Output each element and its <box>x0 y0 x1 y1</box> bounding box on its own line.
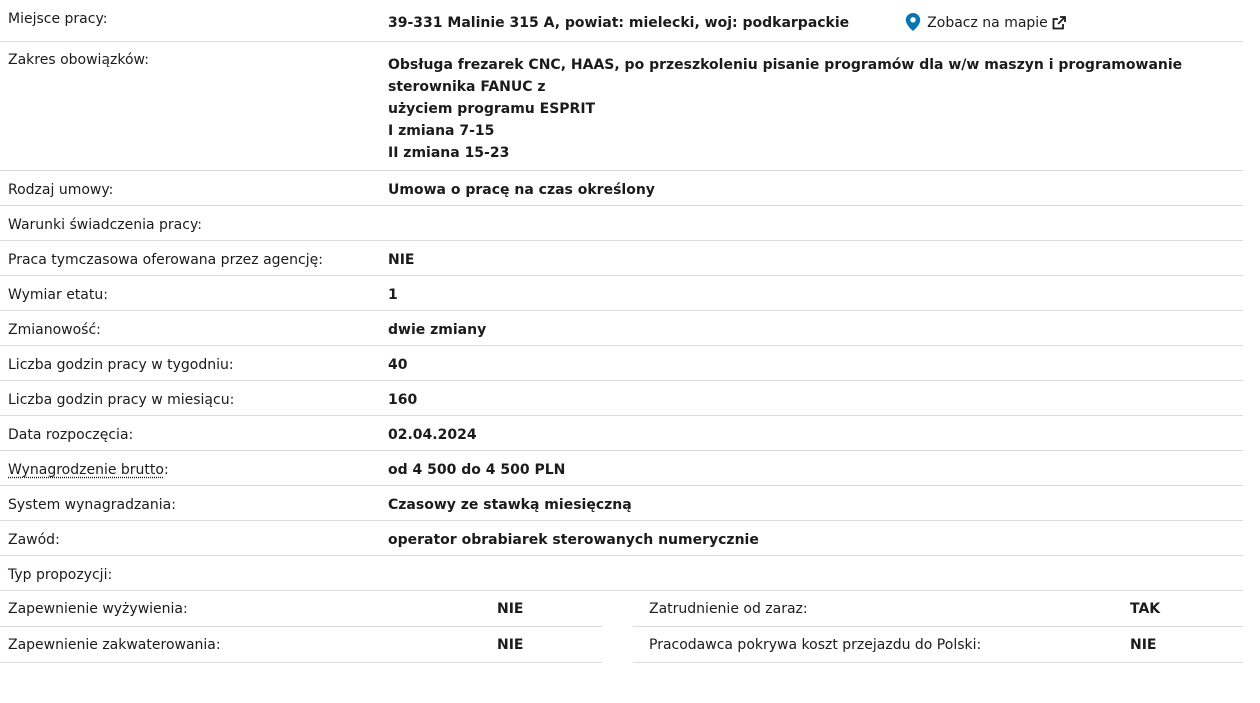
employment-size-label: Wymiar etatu: <box>8 287 108 303</box>
weekly-hours-value: 40 <box>388 357 408 373</box>
occupation-row <box>0 521 1243 556</box>
pay-system-row <box>0 486 1243 521</box>
salary-tooltip-label[interactable]: Wynagrodzenie brutto <box>8 462 164 478</box>
accommodation-label: Zapewnienie zakwaterowania: <box>8 637 221 653</box>
temp-agency-value: NIE <box>388 252 415 268</box>
immediate-employment-row <box>633 591 1243 627</box>
meals-row <box>0 591 602 627</box>
contract-type-label: Rodzaj umowy: <box>8 182 114 198</box>
contract-type-row <box>0 171 1243 206</box>
monthly-hours-row <box>0 381 1243 416</box>
occupation-value: operator obrabiarek sterowanych numerycznie <box>388 532 759 548</box>
salary-label-cell <box>0 451 380 485</box>
travel-cost-value: NIE <box>1130 637 1157 653</box>
view-on-map-link[interactable] <box>905 15 1066 31</box>
salary-row <box>0 451 1243 486</box>
monthly-hours-label: Liczba godzin pracy w miesiącu: <box>8 392 235 408</box>
pay-system-value: Czasowy ze stawką miesięczną <box>388 497 632 513</box>
offer-type-value <box>380 556 1243 590</box>
immediate-employment-label: Zatrudnienie od zaraz: <box>649 601 808 617</box>
employment-size-row <box>0 276 1243 311</box>
contract-type-value: Umowa o pracę na czas określony <box>388 182 655 198</box>
duties-row <box>0 42 1243 171</box>
extras-left-column <box>0 591 602 663</box>
immediate-employment-value: TAK <box>1130 601 1161 617</box>
location-row <box>0 0 1243 42</box>
temp-agency-row <box>0 241 1243 276</box>
extras-right-column <box>602 591 1243 663</box>
duty-line: Obsługa frezarek CNC, HAAS, po przeszkoleniu pisanie programów dla w/w maszyn i programowanie sterownika FANUC z <box>388 57 1183 95</box>
location-value: 39-331 Malinie 315 A, powiat: mielecki, woj: podkarpackie <box>388 15 850 31</box>
duties-label: Zakres obowiązków: <box>8 52 149 68</box>
start-date-row <box>0 416 1243 451</box>
travel-cost-label: Pracodawca pokrywa koszt przejazdu do Polski: <box>649 637 982 653</box>
occupation-label: Zawód: <box>8 532 60 548</box>
meals-label: Zapewnienie wyżywienia: <box>8 601 188 617</box>
temp-agency-label: Praca tymczasowa oferowana przez agencję: <box>8 252 323 268</box>
monthly-hours-value: 160 <box>388 392 418 408</box>
offer-type-label: Typ propozycji: <box>8 567 113 583</box>
duties-value <box>380 42 1243 170</box>
external-link-icon <box>1052 16 1066 30</box>
accommodation-row <box>0 627 602 663</box>
duty-line: I zmiana 7-15 <box>388 123 495 139</box>
accommodation-value: NIE <box>497 637 524 653</box>
start-date-label: Data rozpoczęcia: <box>8 427 134 443</box>
map-pin-icon <box>905 13 921 31</box>
duty-line: II zmiana 15-23 <box>388 145 510 161</box>
location-value-cell <box>380 0 1243 41</box>
weekly-hours-label: Liczba godzin pracy w tygodniu: <box>8 357 234 373</box>
extras-grid <box>0 591 1243 663</box>
work-conditions-label: Warunki świadczenia pracy: <box>8 217 202 233</box>
shifts-row <box>0 311 1243 346</box>
weekly-hours-row <box>0 346 1243 381</box>
shifts-value: dwie zmiany <box>388 322 487 338</box>
salary-label-colon: : <box>163 462 169 478</box>
shifts-label: Zmianowość: <box>8 322 101 338</box>
meals-value: NIE <box>497 601 524 617</box>
start-date-value: 02.04.2024 <box>388 427 477 443</box>
duty-line: użyciem programu ESPRIT <box>388 101 596 117</box>
pay-system-label: System wynagradzania: <box>8 497 176 513</box>
work-conditions-value <box>380 206 1243 240</box>
travel-cost-row <box>633 627 1243 663</box>
salary-value: od 4 500 do 4 500 PLN <box>388 462 566 478</box>
offer-type-row <box>0 556 1243 591</box>
location-label: Miejsce pracy: <box>8 11 108 27</box>
employment-size-value: 1 <box>388 287 398 303</box>
work-conditions-row <box>0 206 1243 241</box>
view-on-map-label: Zobacz na mapie <box>927 15 1048 31</box>
